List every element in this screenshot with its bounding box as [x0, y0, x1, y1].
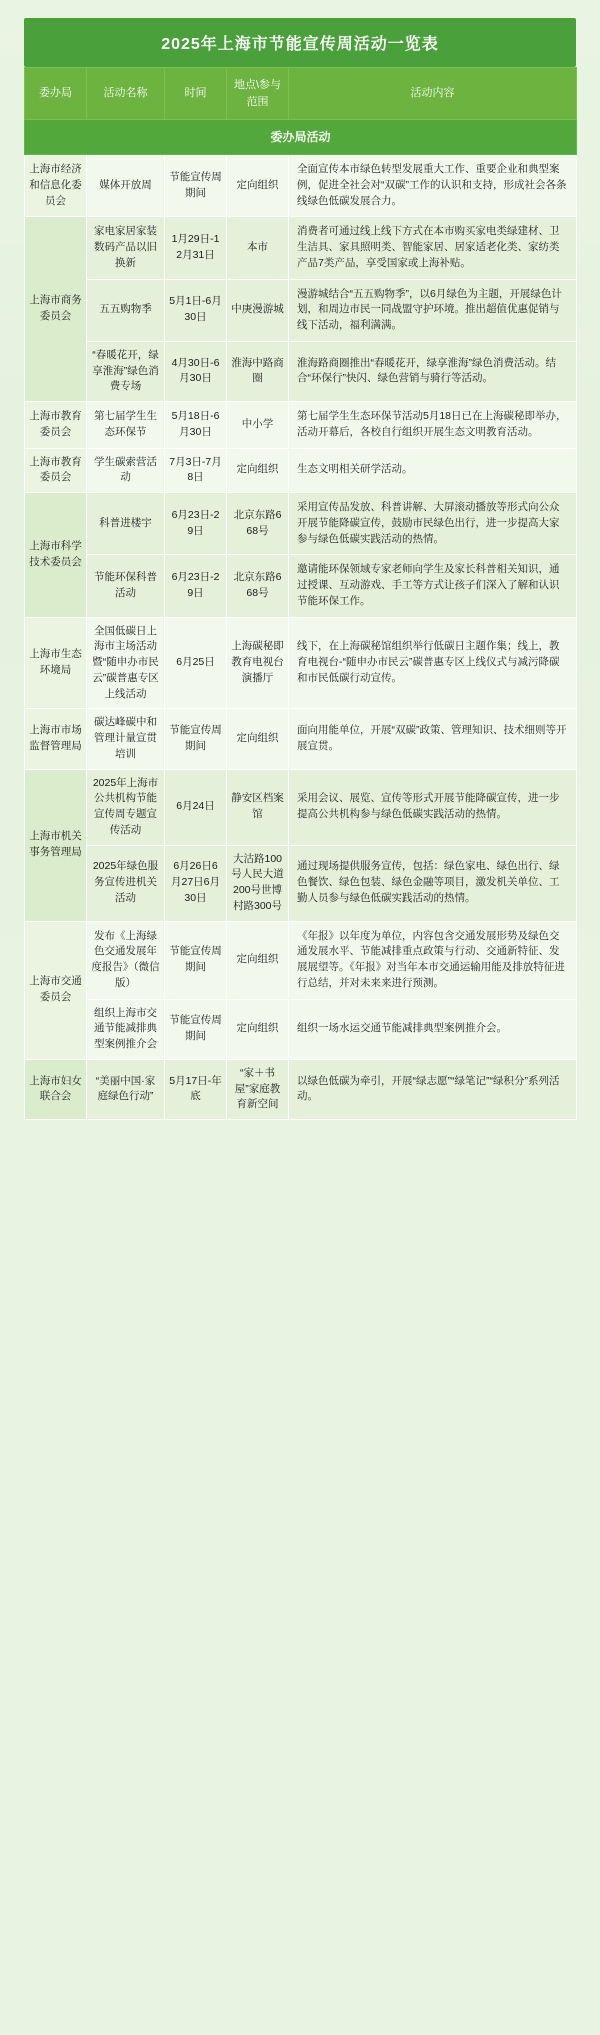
table-row — [25, 999, 577, 1059]
cell-org: 上海市教育委员会 — [25, 402, 87, 449]
cell-time: 5月17日-年底 — [165, 1059, 227, 1119]
table-row — [25, 493, 577, 555]
table-row — [25, 155, 577, 217]
page-title: 2025年上海市节能宣传周活动一览表 — [24, 18, 576, 67]
cell-time: 6月24日 — [165, 769, 227, 845]
cell-place: 淮海中路商圈 — [227, 341, 289, 401]
table-row — [25, 617, 577, 709]
cell-content: 采用会议、展览、宣传等形式开展节能降碳宣传，进一步提高公共机构参与绿色低碳实践活动的热情。 — [289, 769, 577, 845]
cell-activity-name: 第七届学生生态环保节 — [87, 402, 165, 449]
cell-activity-name: 五五购物季 — [87, 279, 165, 341]
cell-activity-name: 科普进楼宇 — [87, 493, 165, 555]
cell-time: 节能宣传周期间 — [165, 999, 227, 1059]
cell-time: 节能宣传周期间 — [165, 709, 227, 769]
cell-content: 采用宣传品发放、科普讲解、大屏滚动播放等形式向公众开展节能降碳宣传，鼓励市民绿色出行，进一步提高大家参与绿色低碳实践活动的热情。 — [289, 493, 577, 555]
cell-place: 静安区档案馆 — [227, 769, 289, 845]
cell-activity-name: 媒体开放周 — [87, 155, 165, 217]
cell-place: 定向组织 — [227, 709, 289, 769]
cell-activity-name: 学生碳索营活动 — [87, 448, 165, 493]
cell-time: 节能宣传周期间 — [165, 921, 227, 999]
column-header-place: 地点\参与范围 — [227, 68, 289, 120]
cell-content: 全面宣传本市绿色转型发展重大工作、重要企业和典型案例，促进全社会对“双碳”工作的认识和支持，形成社会各条线绿色低碳发展合力。 — [289, 155, 577, 217]
cell-place: 定向组织 — [227, 448, 289, 493]
cell-content: 线下，在上海碳秘馆组织举行低碳日主题作集；线上，教育电视台-“随申办市民云”碳普惠专区上线仪式与减污降碳和市民低碳行动宣传。 — [289, 617, 577, 709]
cell-org: 上海市教育委员会 — [25, 448, 87, 493]
cell-time: 6月26日6月27日6月30日 — [165, 845, 227, 921]
cell-place: 大沽路100号人民大道200号世博村路300号 — [227, 845, 289, 921]
cell-time: 1月29日-12月31日 — [165, 217, 227, 279]
cell-activity-name: 2025年上海市公共机构节能宣传周专题宣传活动 — [87, 769, 165, 845]
cell-place: 中小学 — [227, 402, 289, 449]
column-header-name: 活动名称 — [87, 68, 165, 120]
table-row — [25, 921, 577, 999]
table-row — [25, 402, 577, 449]
cell-content: 以绿色低碳为牵引，开展“绿志愿”“绿笔记”“绿积分”系列活动。 — [289, 1059, 577, 1119]
cell-activity-name: 节能环保科普活动 — [87, 555, 165, 617]
cell-content: 第七届学生生态环保节活动5月18日已在上海碳秘即举办，活动开幕后，各校自行组织开展生态文明教育活动。 — [289, 402, 577, 449]
cell-time: 7月3日-7月8日 — [165, 448, 227, 493]
table-row — [25, 709, 577, 769]
cell-place: 定向组织 — [227, 155, 289, 217]
cell-activity-name: 2025年绿色服务宣传进机关活动 — [87, 845, 165, 921]
table-row — [25, 555, 577, 617]
table-row — [25, 448, 577, 493]
cell-org: 上海市妇女联合会 — [25, 1059, 87, 1119]
cell-activity-name: 碳达峰碳中和管理计量宣贯培训 — [87, 709, 165, 769]
cell-time: 6月23日-29日 — [165, 555, 227, 617]
cell-content: 《年报》以年度为单位，内容包含交通发展形势及绿色交通发展水平、节能减排重点政策与行动、交通新特征、发展展望等。《年报》对当年本市交通运输用能及排放特征进行总结，并对未来来进行预测。 — [289, 921, 577, 999]
cell-org: 上海市商务委员会 — [25, 217, 87, 402]
table-row — [25, 217, 577, 279]
cell-place: “家＋书屋”家庭教育新空间 — [227, 1059, 289, 1119]
table-row — [25, 1059, 577, 1119]
cell-time: 4月30日-6月30日 — [165, 341, 227, 401]
section-header-row — [25, 120, 577, 155]
cell-place: 北京东路668号 — [227, 493, 289, 555]
cell-activity-name: 发布《上海绿色交通发展年度报告》（微信版） — [87, 921, 165, 999]
table-body — [25, 120, 577, 1120]
cell-time: 5月1日-6月30日 — [165, 279, 227, 341]
cell-content: 面向用能单位，开展“双碳”政策、管理知识、技术细则等开展宣贯。 — [289, 709, 577, 769]
cell-place: 中庚漫游城 — [227, 279, 289, 341]
cell-org: 上海市机关事务管理局 — [25, 769, 87, 921]
column-header-time: 时间 — [165, 68, 227, 120]
cell-content: 组织一场水运交通节能减排典型案例推介会。 — [289, 999, 577, 1059]
cell-place: 北京东路668号 — [227, 555, 289, 617]
table-row — [25, 341, 577, 401]
cell-content: 漫游城结合“五五购物季”，以6月绿色为主题，开展绿色计划，和周边市民一同战盟守护环境。推出超值优惠促销与线下活动，福利满满。 — [289, 279, 577, 341]
column-header-content: 活动内容 — [289, 68, 577, 120]
cell-content: 通过现场提供服务宣传，包括：绿色家电、绿色出行、绿色餐饮、绿色包装、绿色金融等项目，激发机关单位、工勤人员参与绿色低碳实践活动的热情。 — [289, 845, 577, 921]
cell-place: 上海碳秘即教育电视台演播厅 — [227, 617, 289, 709]
cell-content: 生态文明相关研学活动。 — [289, 448, 577, 493]
cell-place: 本市 — [227, 217, 289, 279]
cell-content: 淮海路商圈推出“春暖花开，绿享淮海”绿色消费活动。结合“环保行”快闪、绿色营销与骑行等活动。 — [289, 341, 577, 401]
table-header-row — [25, 68, 577, 120]
cell-activity-name: “春暖花开，绿享淮海”绿色消费专场 — [87, 341, 165, 401]
column-header-org: 委办局 — [25, 68, 87, 120]
activity-table — [24, 67, 577, 1120]
cell-org: 上海市生态环境局 — [25, 617, 87, 709]
cell-activity-name: “美丽中国·家庭绿色行动” — [87, 1059, 165, 1119]
cell-place: 定向组织 — [227, 999, 289, 1059]
cell-activity-name: 家电家居家装数码产品以旧换新 — [87, 217, 165, 279]
cell-place: 定向组织 — [227, 921, 289, 999]
cell-time: 6月23日-29日 — [165, 493, 227, 555]
cell-activity-name: 全国低碳日上海市主场活动暨“随申办市民云”碳普惠专区上线活动 — [87, 617, 165, 709]
cell-org: 上海市科学技术委员会 — [25, 493, 87, 618]
cell-activity-name: 组织上海市交通节能减排典型案例推介会 — [87, 999, 165, 1059]
cell-time: 6月25日 — [165, 617, 227, 709]
section-label: 委办局活动 — [25, 120, 577, 155]
cell-org: 上海市交通委员会 — [25, 921, 87, 1059]
cell-content: 邀请能环保领域专家老师向学生及家长科普相关知识，通过授课、互动游戏、手工等方式让孩子们深入了解和认识节能环保工作。 — [289, 555, 577, 617]
table-row — [25, 769, 577, 845]
cell-org: 上海市市场监督管理局 — [25, 709, 87, 769]
cell-org: 上海市经济和信息化委员会 — [25, 155, 87, 217]
cell-time: 节能宣传周期间 — [165, 155, 227, 217]
table-row — [25, 279, 577, 341]
cell-content: 消费者可通过线上线下方式在本市购买家电类绿建材、卫生洁具、家具照明类、智能家居、居家适老化类、家纺类产品7类产品，享受国家或上海补贴。 — [289, 217, 577, 279]
table-row — [25, 845, 577, 921]
cell-time: 5月18日-6月30日 — [165, 402, 227, 449]
